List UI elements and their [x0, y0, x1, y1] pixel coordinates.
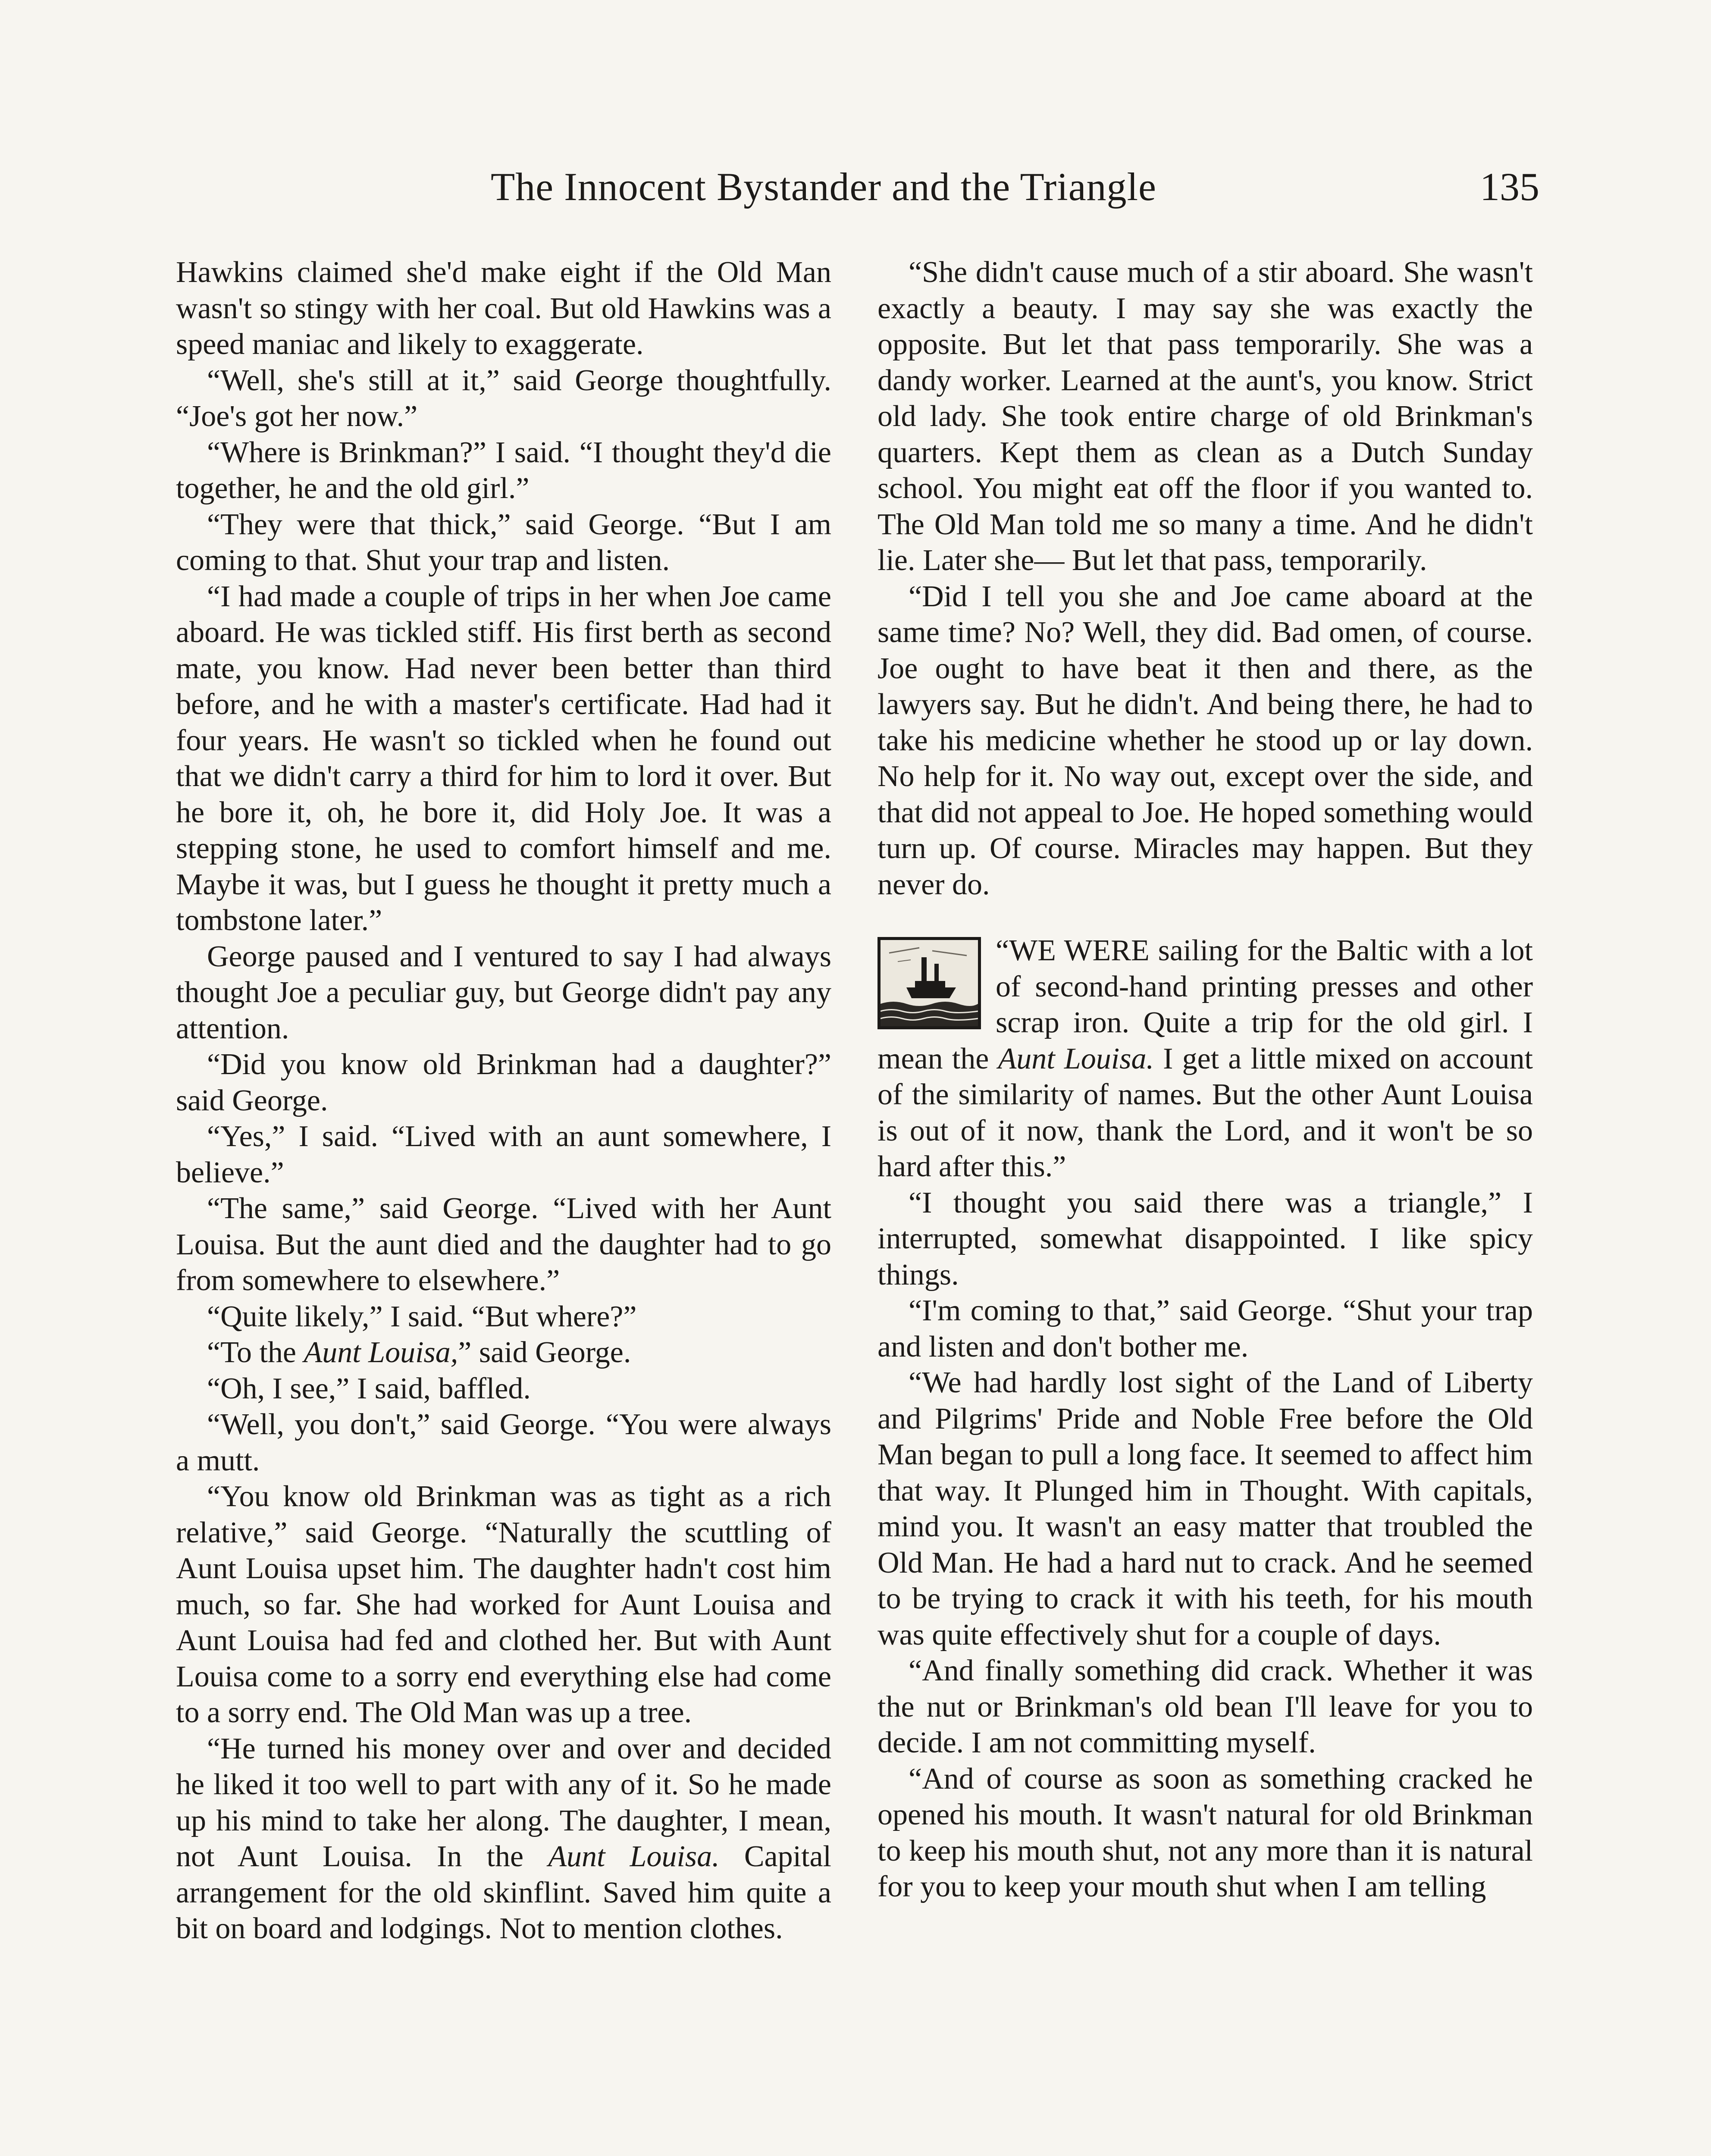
- page-number: 135: [1480, 165, 1539, 209]
- paragraph: “And of course as soon as something cracked he opened his mouth. It wasn't natural for old Brinkman to keep his mouth shut, not any more than it is natural for you to keep your mouth shut when I am telling: [877, 1762, 1533, 1903]
- paragraph: Hawkins claimed she'd make eight if the Old Man wasn't so stingy with her coal. But old Hawkins was a speed maniac and likely to exaggerate.: [176, 256, 831, 361]
- ship-vignette-icon: [877, 937, 981, 1029]
- page-header: [177, 164, 1539, 229]
- text-run: I get a little mixed on account of the similarity of names. But the other Aunt Louisa is out of it now, thank the Lord, and it won't be so hard after this.”: [877, 1042, 1533, 1183]
- paragraph: “And finally something did crack. Whether it was the nut or Brinkman's old bean I'll leave for you to decide. I am not committing myself.: [877, 1654, 1533, 1759]
- italic-title: Aunt Louisa.: [998, 1042, 1154, 1075]
- paragraph: “We had hardly lost sight of the Land of Liberty and Pilgrims' Pride and Noble Free before the Old Man began to pull a long face. It seemed to affect him that way. It Plunged him in Thought. With capitals, mind you. It wasn't an easy matter that troubled the Old Man. He had a hard nut to crack. And he seemed to be trying to crack it with his teeth, for his mouth was quite effectively shut for a couple of days.: [877, 1366, 1533, 1651]
- paragraph: “Yes,” I said. “Lived with an aunt somewhere, I believe.”: [176, 1120, 831, 1189]
- text-run: Capital arrangement for the old skinflint. Saved him quite a bit on board and lodgings. Not to mention clothes.: [176, 1840, 831, 1945]
- paragraph: “The same,” said George. “Lived with her Aunt Louisa. But the aunt died and the daughter had to go from somewhere to elsewhere.”: [176, 1192, 831, 1297]
- paragraph: “Oh, I see,” I said, baffled.: [207, 1372, 531, 1405]
- left-column: [176, 254, 831, 1947]
- italic-title: Aunt Louisa.: [548, 1840, 720, 1873]
- paragraph: “She didn't cause much of a stir aboard. She wasn't exactly a beauty. I may say she was exactly the opposite. But let that pass temporarily. She was a dandy worker. Learned at the aunt's, you know. Strict old lady. She took entire charge of old Brinkman's quarters. Kept them as clean as a Dutch Sunday school. You might eat off the floor if you wanted to. The Old Man told me so many a time. And he didn't lie. Later she— But let that pass, temporarily.: [877, 256, 1533, 577]
- paragraph: “Where is Brinkman?” I said. “I thought they'd die together, he and the old girl.”: [176, 436, 831, 505]
- text-run: “He turned his money over and over and decided he liked it too well to part with any of it. So he made up his mind to take her along. The daughter, I mean, not Aunt Louisa. In the: [176, 1732, 831, 1873]
- paragraph: “Did you know old Brinkman had a daughter?” said George.: [176, 1048, 831, 1117]
- paragraph: “Quite likely,” I said. “But where?”: [207, 1300, 637, 1333]
- right-column: [877, 254, 1533, 1905]
- running-head: The Innocent Bystander and the Triangle: [491, 165, 1156, 209]
- paragraph: “I thought you said there was a triangle,” I interrupted, somewhat disappointed. I like spicy things.: [877, 1186, 1533, 1291]
- paragraph: “They were that thick,” said George. “But I am coming to that. Shut your trap and listen.: [176, 508, 831, 577]
- paragraph: “Well, she's still at it,” said George thoughtfully. “Joe's got her now.”: [176, 364, 831, 433]
- text-run: “WE WERE sailing for the Baltic with a lot of second-hand printing presses and other scrap iron. Quite a trip for the old girl. I mean the: [877, 934, 1533, 1075]
- paragraph: “Well, you don't,” said George. “You were always a mutt.: [176, 1408, 831, 1477]
- paragraph: [176, 1731, 831, 1947]
- paragraph: “I'm coming to that,” said George. “Shut your trap and listen and don't bother me.: [877, 1294, 1533, 1363]
- paragraph: [176, 1335, 831, 1371]
- paragraph: “I had made a couple of trips in her when Joe came aboard. He was tickled stiff. His first berth as second mate, you know. Had never been better than third before, and he with a master's certificate. Had had it four years. He wasn't so tickled when he found out that we didn't carry a third for him to lord it over. But he bore it, oh, he bore it, did Holy Joe. It was a stepping stone, he used to comfort himself and me. Maybe it was, but I guess he thought it pretty much a tombstone later.”: [176, 580, 831, 937]
- text-run: ” said George.: [458, 1336, 631, 1369]
- italic-title: Aunt Louisa,: [304, 1336, 458, 1369]
- paragraph: “Did I tell you she and Joe came aboard at the same time? No? Well, they did. Bad omen, of course. Joe ought to have beat it then and there, as the lawyers say. But he didn't. And being there, he had to take his medicine whether he stood up or lay down. No help for it. No way out, except over the side, and that did not appeal to Joe. He hoped something would turn up. Of course. Miracles may happen. But they never do.: [877, 580, 1533, 901]
- paragraph: “You know old Brinkman was as tight as a rich relative,” said George. “Naturally the scuttling of Aunt Louisa upset him. The daughter hadn't cost him much, so far. She had worked for Aunt Louisa and Aunt Louisa had fed and clothed her. But with Aunt Louisa come to a sorry end everything else had come to a sorry end. The Old Man was up a tree.: [176, 1480, 831, 1729]
- paragraph: George paused and I ventured to say I had always thought Joe a peculiar guy, but George didn't pay any attention.: [176, 940, 831, 1045]
- section-opening-paragraph: [877, 933, 1533, 1185]
- text-run: “To the: [207, 1336, 304, 1369]
